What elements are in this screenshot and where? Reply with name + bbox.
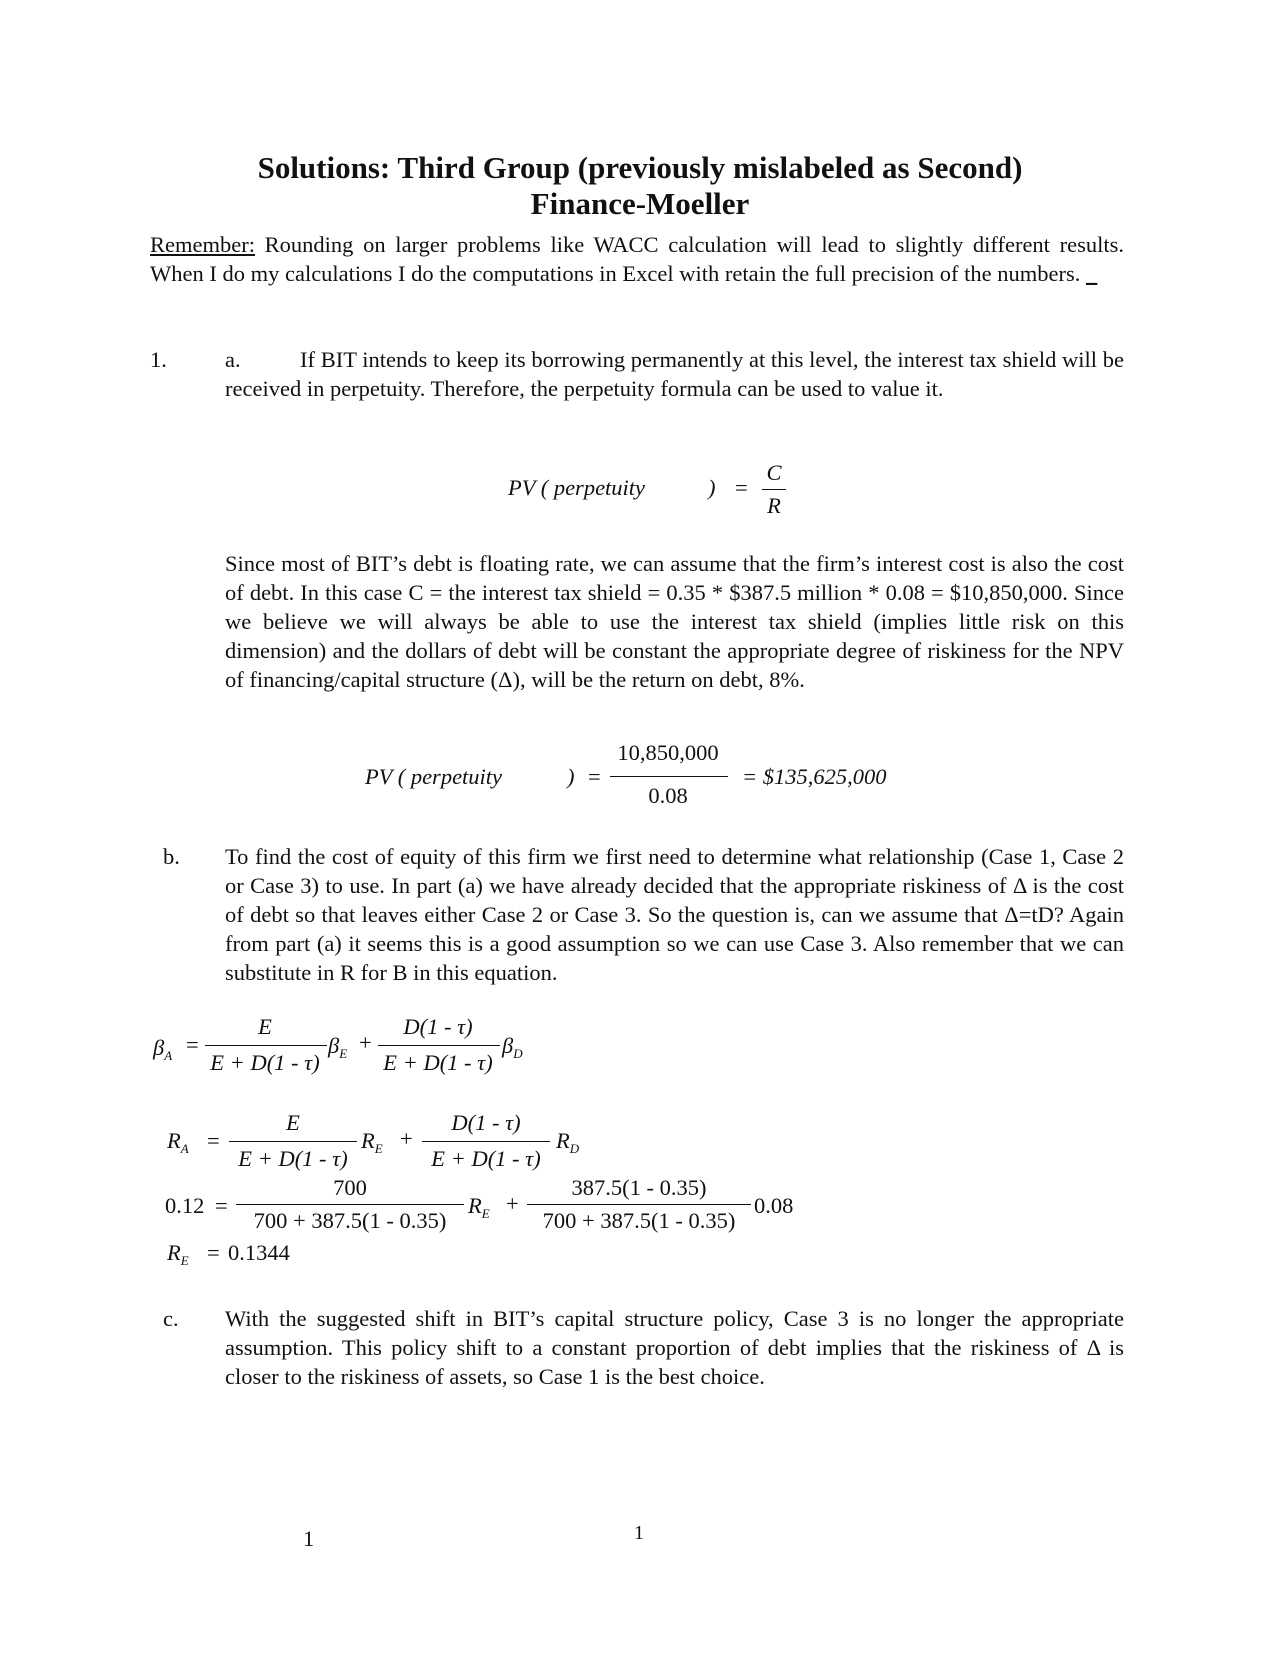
page-number-center: 1 — [634, 1522, 644, 1544]
r-eq-term2: $R_D$ — [556, 1128, 580, 1156]
page-number-left: 1 — [303, 1526, 315, 1551]
part-a-text: If BIT intends to keep its borrowing permanently at this level, the interest tax shield will be received in perpetuity. Therefore, the perpetuity formula can be used to value it. — [225, 347, 1124, 401]
result-value: 0.1344 — [228, 1240, 290, 1265]
r-eq-plus: + — [400, 1126, 413, 1151]
part-a-label: a. — [225, 347, 241, 372]
remember-paragraph — [150, 230, 1124, 288]
formula1-equals: = — [735, 475, 748, 500]
r-eq-lhs: $R_A$ — [167, 1128, 189, 1156]
beta-eq-num1: E — [258, 1014, 272, 1039]
document-subtitle: Finance-Moeller — [530, 186, 750, 221]
formula1-lhs: PV ( perpetuity — [508, 475, 646, 500]
remember-trailing-mark: _ — [1086, 261, 1098, 286]
result-equals: = — [207, 1240, 220, 1265]
num-eq-term2: 0.08 — [754, 1193, 794, 1218]
formula1-denominator: R — [767, 493, 781, 518]
formula2-denominator: 0.08 — [648, 783, 688, 808]
formula2-lhs: PV ( perpetuity — [365, 764, 503, 789]
num-eq-num2: 387.5(1 - 0.35) — [571, 1175, 707, 1200]
r-eq-den1: E + D(1 - τ) — [238, 1146, 348, 1171]
r-eq-equals: = — [207, 1128, 220, 1153]
beta-eq-lhs: $\beta_A$ — [153, 1035, 173, 1063]
num-eq-den1: 700 + 387.5(1 - 0.35) — [253, 1208, 447, 1233]
part-c-text: With the suggested shift in BIT’s capital structure policy, Case 3 is no longer the appropriate assumption. This policy shift to a constant proportion of debt implies that the riskiness of Δ is closer to the riskiness of assets, so Case 1 is the best choice. — [225, 1306, 1124, 1389]
remember-label: Remember: — [150, 232, 255, 257]
result-lhs: $R_E$ — [167, 1240, 189, 1268]
r-eq-num1: E — [286, 1110, 300, 1135]
beta-eq-equals: = — [186, 1032, 199, 1057]
formula2-equals: = — [588, 764, 601, 789]
formula2-fraction-bar — [610, 776, 728, 777]
num-eq-equals: = — [215, 1193, 228, 1218]
formula1-rparen: ) — [708, 475, 716, 500]
remember-text: Rounding on larger problems like WACC calculation will lead to slightly different results. When I do my calculations I do the computations in Excel with retain the full precision of the numbers. — [150, 232, 1124, 286]
document-title: Solutions: Third Group (previously mislabeled as Second) — [257, 150, 1023, 185]
num-eq-plus: + — [506, 1191, 519, 1216]
beta-eq-plus: + — [359, 1030, 372, 1055]
part-a-explanation: Since most of BIT’s debt is floating rate, we can assume that the firm’s interest cost is also the cost of debt. In this case C = the interest tax shield = 0.35 * $387.5 million * 0.08 = $10,850,000. Since we believe we will always be able to use the interest tax shield (implies little risk on this dimension) and the dollars of debt will be constant the appropriate degree of riskiness for the NPV of financing/capital structure (Δ), will be the return on debt, 8%. — [225, 551, 1124, 692]
num-eq-den2: 700 + 387.5(1 - 0.35) — [542, 1208, 736, 1233]
num-eq-lhs: 0.12 — [165, 1193, 205, 1218]
part-c-label: c. — [163, 1306, 179, 1331]
r-eq-num2: D(1 - τ) — [451, 1110, 521, 1135]
formula2-result: = $135,625,000 — [742, 764, 887, 789]
formula2-rparen: ) — [567, 764, 575, 789]
r-eq-den2: E + D(1 - τ) — [431, 1146, 541, 1171]
beta-eq-bar1 — [205, 1045, 327, 1046]
formula2-numerator: 10,850,000 — [617, 740, 719, 765]
beta-eq-bar2 — [378, 1045, 500, 1046]
num-eq-bar2 — [527, 1204, 751, 1205]
formula1-numerator: C — [766, 460, 782, 485]
beta-eq-term1: $\beta_E$ — [328, 1033, 348, 1061]
num-eq-num1: 700 — [333, 1175, 367, 1200]
beta-eq-den2: E + D(1 - τ) — [383, 1050, 493, 1075]
part-b-label: b. — [163, 844, 180, 869]
beta-eq-term2: $\beta_D$ — [502, 1033, 523, 1061]
num-eq-term1: $R_E$ — [468, 1193, 490, 1221]
question-number: 1. — [150, 347, 167, 372]
formula1-fraction-bar — [762, 489, 786, 490]
part-b-text: To find the cost of equity of this firm we first need to determine what relationship (Case 1, Case 2 or Case 3) to use. In part (a) we have already decided that the appropriate riskiness of Δ is the cost of debt so that leaves either Case 2 or Case 3. So the question is, can we assume that Δ=tD? Again from part (a) it seems this is a good assumption so we can use Case 3. Also remember that we can substitute in R for Β in this equation. — [225, 844, 1124, 985]
beta-eq-num2: D(1 - τ) — [403, 1014, 473, 1039]
r-eq-bar1 — [229, 1141, 357, 1142]
beta-eq-den1: E + D(1 - τ) — [210, 1050, 320, 1075]
r-eq-term1: $R_E$ — [361, 1128, 383, 1156]
num-eq-bar1 — [236, 1204, 464, 1205]
r-eq-bar2 — [422, 1141, 550, 1142]
